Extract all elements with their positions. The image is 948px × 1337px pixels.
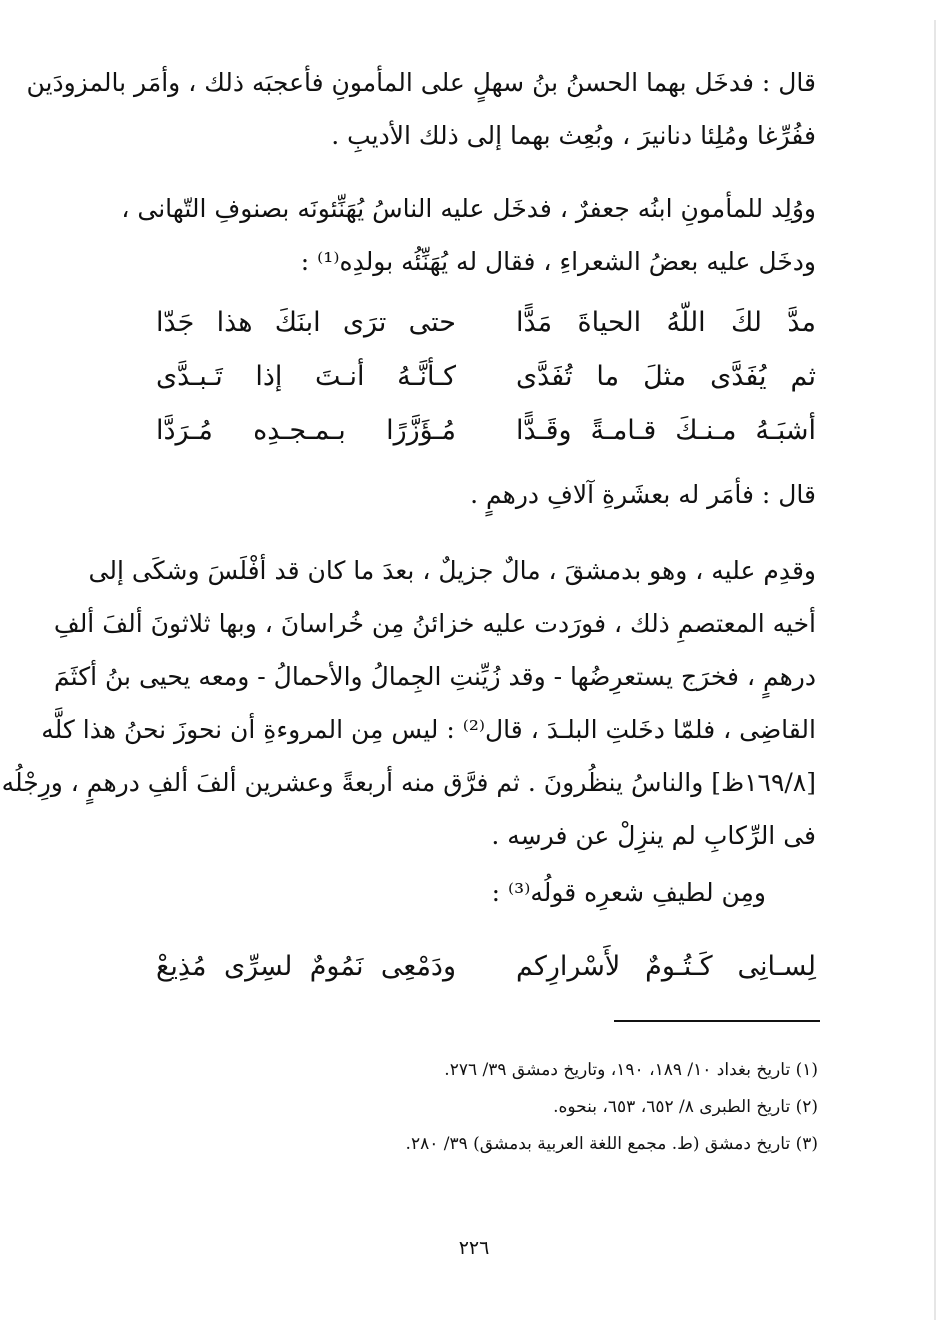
text-line: ومِن لطيفِ شعرِه قولُه⁽³⁾ : <box>491 878 766 907</box>
verse-line <box>156 404 816 457</box>
verse-line <box>156 940 816 993</box>
text-line: قال : فدخَل بهما الحسنُ بنُ سهلٍ على المأمونِ فأعجبَه ذلك ، وأمَر بالمزودَين <box>26 68 816 97</box>
text-line: درهمٍ ، فخرَج يستعرِضُها - وقد زُيِّنتِ الجِمالُ والأحمالُ - ومعه يحيى بنُ أكثَمَ <box>54 662 816 691</box>
text-line: ودخَل عليه بعضُ الشعراءِ ، فقال له يُهَنِّئُه بولدِه⁽¹⁾ : <box>300 247 816 276</box>
verse-first-hemistich: مدَّ لكَ اللّهُ الحياةَ مَدًّا <box>516 307 816 338</box>
text-line: القاضِى ، فلمّا دخَلتِ البلـدَ ، قال⁽²⁾ : ليس مِن المروءةِ أن نحوزَ نحنُ هذا كلَّه <box>41 715 816 744</box>
verse-line <box>156 350 816 403</box>
text-line: قال : فأمَر له بعشَرةِ آلافِ درهمٍ . <box>470 480 816 509</box>
paragraph-damascus-treasury <box>1 544 816 862</box>
text-line: ووُلِد للمأمونِ ابنُه جعفرٌ ، فدخَل عليه الناسُ يُهَنِّئونَه بصنوفِ التّهانى ، <box>121 194 816 223</box>
paragraph-reward <box>102 468 816 521</box>
page-number: ٢٢٦ <box>458 1237 490 1259</box>
footnotes <box>128 1052 818 1163</box>
verse-second-hemistich: ودَمْعِى نَمُومٌ لسِرِّى مُذِيعْ <box>156 951 456 982</box>
text-line: ففُرِّغا ومُلِئا دنانيرَ ، وبُعِث بهما إلى ذلك الأديبِ . <box>331 121 816 150</box>
text-line: وقدِم عليه ، وهو بدمشقَ ، مالٌ جزيلٌ ، بعدَ ما كان قد أفْلَسَ وشكَى إلى <box>88 556 816 585</box>
text-line: [١٦٩/٨ظ] والناسُ ينظُرونَ . ثم فرَّق منه أربعةً وعشرين ألفَ ألفِ درهمٍ ، ورِجْلُه <box>1 768 816 797</box>
verse-line <box>156 296 816 349</box>
footnote-separator <box>614 1020 820 1022</box>
verse-first-hemistich: ثم يُفَدَّى مثلَ ما تُفَدَّى <box>516 361 816 392</box>
footnote: (٢) تاريخ الطبرى ٨/ ٦٥٢، ٦٥٣، بنحوه. <box>553 1097 818 1117</box>
scan-edge-shadow <box>934 20 936 1320</box>
verse-first-hemistich: أشبَـهُ مـنـكَ قـامـةً وقَـدًّا <box>516 415 816 446</box>
verse-second-hemistich: مُـؤَزَّرًا بـمـجـدِه مُـرَدَّا <box>156 415 456 446</box>
verse-second-hemistich: حتى ترَى ابنَكَ هذا جَدّا <box>156 307 456 338</box>
footnote: (١) تاريخ بغداد ١٠/ ١٨٩، ١٩٠، وتاريخ دمشق ٣٩/ ٢٧٦. <box>444 1060 818 1080</box>
text-line: أخيه المعتصمِ ذلك ، فورَدت عليه خزائنُ مِن خُراسانَ ، وبها ثلاثونَ ألفَ ألفِ <box>53 609 816 638</box>
text-line: فى الرِّكابِ لم ينزِلْ عن فرسِه . <box>491 821 816 850</box>
paragraph-mamun-gift <box>26 56 816 162</box>
paragraph-birth-of-jafar <box>102 182 816 288</box>
verse-first-hemistich: لِسـانِى كَـتُـومٌ لأَسْرارِكم <box>516 951 816 982</box>
verse-second-hemistich: كـأنَّـهُ أنـتَ إذا تَـبـدَّى <box>156 361 456 392</box>
paragraph-poetry-intro <box>102 866 766 919</box>
footnote: (٣) تاريخ دمشق (ط. مجمع اللغة العربية بدمشق) ٣٩/ ٢٨٠. <box>405 1134 818 1154</box>
